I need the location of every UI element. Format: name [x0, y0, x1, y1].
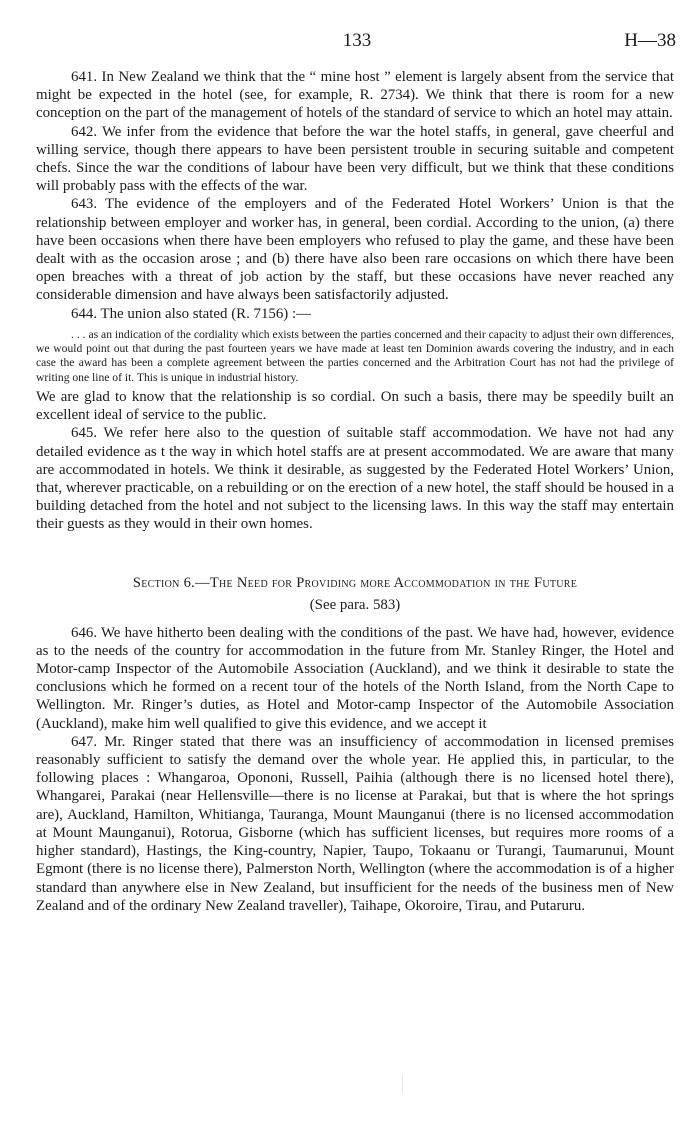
- page-number: 133: [342, 30, 372, 51]
- section-title: Section 6.—The Need for Providing more Accommodation in the Future: [132, 574, 578, 591]
- union-quotation: . . . as an indication of the cordiality which exists between the parties concerned and their capacity to adjust their own differences, we would point out that during the past fourteen years we have made at least ten Dominion awards covering the industry, and in each case the award has been a complete agreement between the parties concerned and the Arbitration Court has not had the privilege of writing one line of it. This is unique in industrial history.: [36, 327, 674, 384]
- section-heading: [36, 574, 674, 592]
- page-header: [0, 29, 700, 53]
- paragraph-646: 646. We have hitherto been dealing with the conditions of the past. We have had, however, evidence as to the needs of the country for accommodation in the future from Mr. Stanley Ringer, the Hotel and Motor-camp Inspector of the Automobile Association (Auckland), and we think it desirable to state the conclusions which he formed on a recent tour of the hotels of the North Island, from the North Cape to Wellington. Mr. Ringer’s duties, as Hotel and Motor-camp Inspector of the Automobile Association (Auckland), make him well qualified to give this evidence, and we accept it: [36, 624, 674, 732]
- paragraph-642: 642. We infer from the evidence that before the war the hotel staffs, in general, gave cheerful and willing service, though there appears to have been persistent trouble in securing suitable and competent chefs. Since the war the conditions of labour have been very difficult, but we think that these conditions will probably pass with the effects of the war.: [36, 123, 674, 195]
- body-text: [36, 68, 674, 915]
- paragraph-645: 645. We refer here also to the question of suitable staff accommodation. We have not had any detailed evidence as t the way in which hotel staffs are at present accommodated. We are aware that many are accommodated in hotels. We think it desirable, as suggested by the Federated Hotel Workers’ Union, that, wherever practicable, on a rebuilding or on the erection of a new hotel, the staff should be housed in a building detached from the hotel and not subject to the licensing laws. In this way the staff may entertain their guests as they would in their own homes.: [36, 425, 674, 533]
- paragraph-644-continuation: We are glad to know that the relationship is so cordial. On such a basis, there may be speedily built an excellent ideal of service to the public.: [36, 389, 674, 424]
- section-reference: (See para. 583): [309, 596, 401, 613]
- document-reference: H—38: [624, 30, 676, 51]
- paragraph-647: 647. Mr. Ringer stated that there was an insufficiency of accommodation in licensed premises reasonably sufficient to satisfy the demand over the whole year. He applied this, in particular, to the following places : Whangaroa, Opononi, Russell, Paihia (although there is no licensed hotel there), Whangarei, Parakai (near Hellensville—there is no license at Parakai, but that is where the hot springs are), Auckland, Hamilton, Whitianga, Tauranga, Mount Maunganui (there is no licensed accommodation at Mount Maunganui), Rotorua, Gisborne (which has sufficient licenses, but requires more rooms of a higher standard), Hastings, the King-country, Napier, Taupo, Tokaanu or Turangi, Taumarunui, Mount Egmont (there is no license there), Palmerston North, Wellington (where the accommodation is of a higher standard than anywhere else in New Zealand, but insufficient for the needs of the business men of New Zealand and of the ordinary New Zealand traveller), Taihape, Okoroire, Tirau, and Putaruru.: [36, 733, 674, 914]
- scan-artifact-line: [402, 1075, 403, 1093]
- paragraph-644-intro: 644. The union also stated (R. 7156) :—: [71, 305, 312, 322]
- paragraph-641: 641. In New Zealand we think that the “ mine host ” element is largely absent from the service that might be expected in the hotel (see, for example, R. 2734). We think that there is room for a new conception on the part of the management of hotels of the standard of service to which an hotel may attain.: [36, 69, 674, 122]
- paragraph-643: 643. The evidence of the employers and of the Federated Hotel Workers’ Union is that the relationship between employer and worker has, in general, been cordial. According to the union, (a) there have been occasions when there have been employers who refused to play the game, and these have been dealt with as the occasion arose ; and (b) there have also been rare occasions on which there have been open breaches with a threat of job action by the staff, but these occasions have never reached any considerable dimension and have always been satisfactorily adjusted.: [36, 196, 674, 304]
